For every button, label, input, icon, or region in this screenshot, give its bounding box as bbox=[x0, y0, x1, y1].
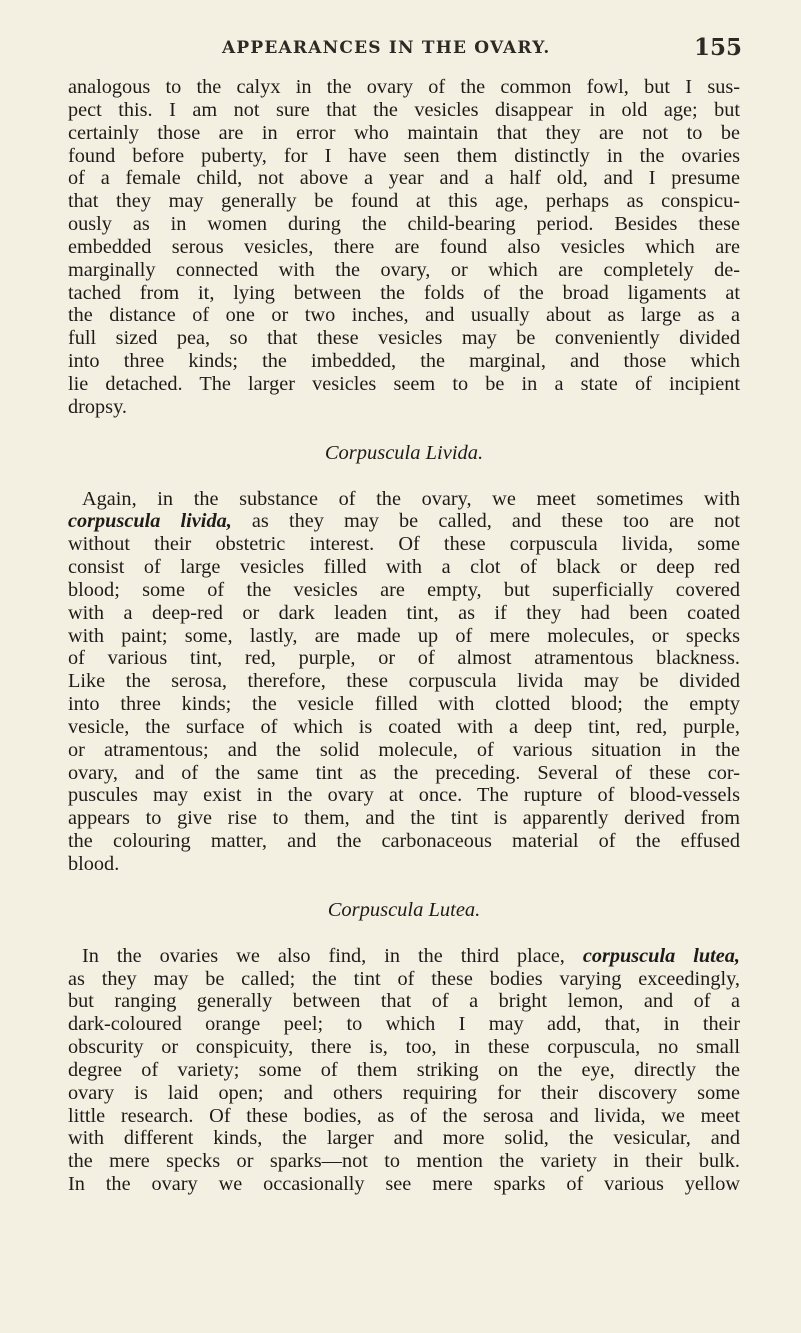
text-line bbox=[68, 510, 740, 533]
text-line: vesicle, the surface of which is coated with a deep tint, red, purple, bbox=[68, 715, 740, 738]
running-title: APPEARANCES IN THE OVARY. bbox=[222, 38, 551, 58]
text-line: with different kinds, the larger and more solid, the vesicular, and bbox=[68, 1127, 740, 1150]
text-line: full sized pea, so that these vesicles may be conveniently divided bbox=[68, 327, 740, 350]
text-line: but ranging generally between that of a bright lemon, and of a bbox=[68, 990, 740, 1013]
text-line: the mere specks or sparks—not to mention the variety in their bulk. bbox=[68, 1150, 740, 1173]
paragraph-lutea bbox=[68, 945, 740, 1196]
text-line: obscurity or conspicuity, there is, too, in these corpuscula, no small bbox=[68, 1036, 740, 1059]
italic-term: corpuscula lutea, bbox=[582, 944, 740, 967]
text-line: marginally connected with the ovary, or which are completely de- bbox=[68, 258, 740, 281]
text-line: degree of variety; some of them striking on the eye, directly the bbox=[68, 1058, 740, 1081]
italic-term: corpuscula livida, bbox=[68, 510, 232, 533]
text-fragment: In the ovaries we also find, in the third place, bbox=[82, 944, 583, 967]
section-heading-lutea: Corpuscula Lutea. bbox=[327, 898, 481, 921]
text-line: with paint; some, lastly, are made up of mere molecules, or specks bbox=[68, 624, 740, 647]
text-line: as they may be called; the tint of these bodies varying exceedingly, bbox=[68, 967, 740, 990]
text-line: of a female child, not above a year and a half old, and I presume bbox=[68, 167, 740, 190]
text-line: ovary, and of the same tint as the preceding. Several of these cor- bbox=[68, 761, 740, 784]
text-line: analogous to the calyx in the ovary of the common fowl, but I sus- bbox=[68, 76, 740, 98]
text-line: with a deep-red or dark leaden tint, as if they had been coated bbox=[68, 601, 740, 624]
text-line: embedded serous vesicles, there are found also vesicles which are bbox=[68, 235, 740, 258]
text-line: the distance of one or two inches, and usually about as large as a bbox=[68, 304, 740, 327]
text-line: In the ovary we occasionally see mere sparks of various yellow bbox=[68, 1173, 740, 1196]
text-line: found before puberty, for I have seen them distinctly in the ovaries bbox=[68, 144, 740, 167]
text-line: without their obstetric interest. Of these corpuscula livida, some bbox=[68, 533, 740, 556]
text-line: Like the serosa, therefore, these corpuscula livida may be divided bbox=[68, 670, 740, 693]
body-text bbox=[68, 76, 740, 1196]
text-line: into three kinds; the imbedded, the marginal, and those which bbox=[68, 350, 740, 373]
section-heading-livida: Corpuscula Livida. bbox=[324, 441, 484, 464]
paragraph-livida bbox=[68, 488, 740, 876]
text-line: consist of large vesicles filled with a clot of black or deep red bbox=[68, 556, 740, 579]
text-line: or atramentous; and the solid molecule, of various situation in the bbox=[68, 738, 740, 761]
text-line: Again, in the substance of the ovary, we meet sometimes with bbox=[82, 487, 740, 510]
page-number: 155 bbox=[694, 34, 743, 61]
text-line: certainly those are in error who maintain that they are not to be bbox=[68, 121, 740, 144]
text-line: little research. Of these bodies, as of the serosa and livida, we meet bbox=[68, 1104, 740, 1127]
text-line: ovary is laid open; and others requiring for their discovery some bbox=[68, 1081, 740, 1104]
text-line: puscules may exist in the ovary at once. The rupture of blood-vessels bbox=[68, 784, 740, 807]
text-line: tached from it, lying between the folds of the broad ligaments at bbox=[68, 281, 740, 304]
text-line: of various tint, red, purple, or of almost atramentous blackness. bbox=[68, 647, 740, 670]
text-line: pect this. I am not sure that the vesicles disappear in old age; but bbox=[68, 98, 740, 121]
text-line: dark-coloured orange peel; to which I may add, that, in their bbox=[68, 1013, 740, 1036]
text-line: blood; some of the vesicles are empty, but superficially covered bbox=[68, 578, 740, 601]
text-line: appears to give rise to them, and the tint is apparently derived from bbox=[68, 807, 740, 830]
text-line: ously as in women during the child-bearing period. Besides these bbox=[68, 213, 740, 236]
running-head bbox=[0, 34, 801, 64]
text-line: the colouring matter, and the carbonaceous material of the effused bbox=[68, 830, 740, 853]
text-line: that they may generally be found at this age, perhaps as conspicu- bbox=[68, 190, 740, 213]
text-line: lie detached. The larger vesicles seem to be in a state of incipient bbox=[68, 372, 740, 395]
text-line bbox=[68, 945, 740, 968]
paragraph-vesicles bbox=[68, 76, 740, 419]
text-line: into three kinds; the vesicle filled with clotted blood; the empty bbox=[68, 693, 740, 716]
text-line: blood. bbox=[68, 853, 120, 875]
text-line: dropsy. bbox=[68, 395, 127, 418]
text-fragment: as they may be called, and these too are not bbox=[231, 510, 740, 533]
